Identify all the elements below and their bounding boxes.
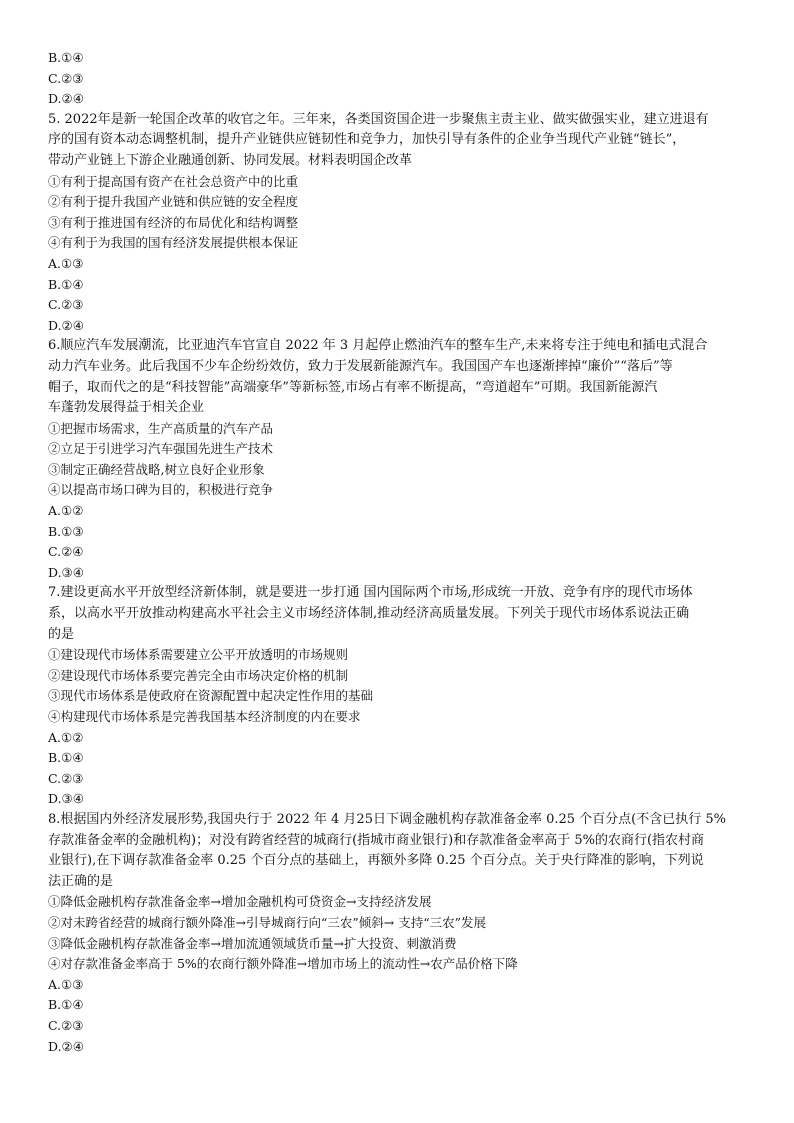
statement: ②建设现代市场体系要完善完全由市场决定价格的机制 (48, 667, 349, 683)
exam-page (48, 48, 748, 1057)
statement: ②有利于提升我国产业链和供应链的安全程度 (48, 194, 299, 210)
option: C.②③ (48, 1017, 84, 1033)
option: D.③④ (48, 791, 84, 807)
statement: ①有利于提高国有资产在社会总资产中的比重 (48, 173, 299, 189)
option: A.①③ (48, 976, 84, 992)
statement: ③有利于推进国有经济的布局优化和结构调整 (48, 214, 299, 230)
statement: ④构建现代市场体系是完善我国基本经济制度的内在要求 (48, 709, 361, 724)
option: B.①④ (48, 750, 84, 766)
question-stem: 业银行),在下调存款准备金率 0.25 个百分点的基础上，再额外多降 0.25 个百分点。关于央行降准的影响，下列说 (48, 853, 704, 869)
statement: ④以提高市场口碑为目的，积极进行竞争 (48, 482, 274, 498)
question-stem: 5. 2022年是新一轮国企改革的收官之年。三年来，各类国资国企进一步聚焦主责主业、做实做强实业，建立进退有 (48, 111, 709, 127)
option: B.①④ (48, 50, 84, 65)
option: D.③④ (48, 564, 84, 580)
option: B.①④ (48, 997, 84, 1013)
question-7 (48, 583, 748, 810)
option: A.①② (48, 729, 84, 745)
option: C.②③ (48, 770, 84, 786)
question-stem: 的是 (48, 626, 75, 642)
question-6 (48, 336, 748, 583)
question-stem: 带动产业链上下游企业融通创新、协同发展。材料表明国企改革 (48, 152, 413, 168)
question-stem: 存款准备金率的金融机构)；对没有跨省经营的城商行(指城市商业银行)和存款准备金率高于 5%的农商行(指农村商 (48, 832, 705, 848)
question-stem: 7.建设更高水平开放型经济新体制，就是要进一步打通 国内国际两个市场,形成统一开放、竞争有序的现代市场体 (48, 585, 693, 601)
statement: ①降低金融机构存款准备金率→增加金融机构可贷资金→支持经济发展 (48, 894, 432, 910)
lead-options (48, 48, 748, 110)
question-stem: 帽子，取而代之的是“科技智能”高端豪华”等新标签,市场占有率不断提高，“弯道超车”可期。我国新能源汽 (48, 379, 658, 395)
question-5 (48, 110, 748, 337)
question-stem: 系，以高水平开放推动构建高水平社会主义市场经济体制,推动经济高质量发展。下列关于现代市场体系说法正确 (48, 606, 690, 622)
question-stem: 动力汽车业务。此后我国不少车企纷纷效仿，致力于发展新能源汽车。我国国产车也逐渐摔掉“廉价”“落后”等 (48, 358, 673, 374)
statement: ②立足于引进学习汽车强国先进生产技术 (48, 441, 274, 457)
question-stem: 车蓬勃发展得益于相关企业 (48, 400, 205, 416)
statement: ③降低金融机构存款准备金率→增加流通领域货币量→扩大投资、刺激消费 (48, 935, 457, 951)
question-stem: 法正确的是 (48, 873, 114, 889)
statement: ④有利于为我国的国有经济发展提供根本保证 (48, 235, 299, 251)
statement: ③现代市场体系是使政府在资源配置中起决定性作用的基础 (48, 688, 374, 704)
option: B.①③ (48, 523, 84, 539)
option: D.②④ (48, 317, 84, 333)
option: C.②③ (48, 297, 84, 313)
question-8 (48, 810, 748, 1057)
option: C.②④ (48, 544, 84, 560)
option: A.①③ (48, 255, 84, 271)
statement: ④对存款准备金率高于 5%的农商行额外降准→增加市场上的流动性→农产品价格下降 (48, 956, 518, 972)
option: A.①② (48, 503, 84, 519)
statement: ②对未跨省经营的城商行额外降准→引导城商行向“三农”倾斜→ 支持“三农”发展 (48, 914, 486, 930)
statement: ①把握市场需求，生产高质量的汽车产品 (48, 420, 274, 436)
question-stem: 6.顺应汽车发展潮流，比亚迪汽车官宣自 2022 年 3 月起停止燃油汽车的整车生产,未来将专注于纯电和插电式混合 (48, 338, 708, 354)
question-stem: 序的国有资本动态调整机制，提升产业链供应链韧性和竞争力，加快引导有条件的企业争当现代产业链“链长”， (48, 132, 686, 148)
option: B.①④ (48, 276, 84, 292)
option: C.②③ (48, 70, 84, 86)
statement: ①建设现代市场体系需要建立公平开放透明的市场规则 (48, 647, 349, 663)
question-stem: 8.根据国内外经济发展形势,我国央行于 2022 年 4 月25日下调金融机构存款准备金率 0.25 个百分点(不含已执行 5% (48, 811, 727, 827)
statement: ③制定正确经营战略,树立良好企业形象 (48, 461, 265, 477)
option: D.②④ (48, 1038, 84, 1054)
option: D.②④ (48, 91, 84, 107)
